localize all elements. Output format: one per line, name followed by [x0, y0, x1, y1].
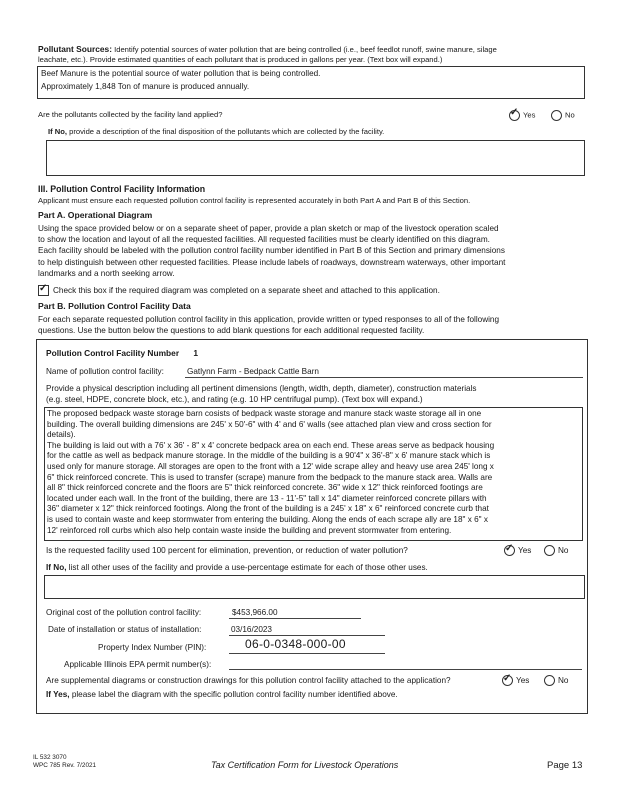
land-applied-yes-label: Yes	[523, 110, 536, 120]
other-uses-field[interactable]	[44, 575, 585, 599]
land-applied-no-label: No	[565, 110, 575, 120]
supp-no-label: No	[558, 676, 569, 685]
description-line: The proposed bedpack waste storage barn cosists of bedpack waste storage and manure stack waste storage all in one	[47, 409, 482, 418]
if-yes-text: please label the diagram with the specific pollution control facility number identified above.	[71, 690, 398, 699]
footer-form-id: IL 532 3070	[33, 754, 67, 761]
land-applied-disposition-value	[47, 141, 584, 145]
percent-no-label: No	[558, 546, 569, 555]
percent-question: Is the requested facility used 100 percent for elimination, prevention, or reduction of water pollution?	[46, 546, 408, 555]
pollutant-answer-line1: Beef Manure is the potential source of water pollution that is being controlled.	[41, 69, 321, 78]
facility-number-value: 1	[193, 348, 199, 358]
land-applied-if-no-text: provide a description of the final disposition of the pollutants which are collected by the facility.	[69, 127, 385, 136]
description-line: all 8" thick reinforced concrete and the floors are 5" thick reinforced concrete. 36" wide x 12" thick reinforced footings are	[47, 483, 483, 493]
partA-title: Part A. Operational Diagram	[38, 210, 153, 220]
description-line: details).	[47, 430, 76, 440]
install-value[interactable]: 03/16/2023	[231, 625, 272, 634]
description-line: The building is laid out with a 76' x 36' - 8" x 4' concrete bedpack area on each end. These areas serve as bedpack housing	[47, 440, 495, 450]
pin-underline	[229, 653, 385, 654]
partB-line2: questions. Use the button below the questions to add blank questions for each additional requested facility.	[38, 326, 425, 336]
pollutant-answer-field[interactable]	[37, 66, 585, 99]
cost-underline	[229, 618, 361, 619]
facility-name-underline	[185, 377, 583, 378]
separate-diagram-checkbox-row[interactable]	[38, 285, 440, 296]
percent-yes-option[interactable]	[504, 545, 531, 556]
partA-line2: to show the location and layout of all the requested facilities. All requested facilities must be clearly identified on this diagram.	[38, 235, 490, 245]
physical-description-line2: (e.g. steel, HDPE, concrete block, etc.), and rating (e.g. 10 HP centrifugal pump). (Text box will expand.)	[46, 395, 423, 404]
facility-number-label: Pollution Control Facility Number	[46, 348, 180, 358]
cost-value[interactable]: $453,966.00	[232, 608, 278, 617]
other-uses-value	[45, 576, 584, 580]
description-line: building. The overall building dimensions are 245' x 50'-6" with 4' and 6' walls (see attached plan view and cross section for	[47, 419, 492, 429]
description-line: used only for manure storage. All storages are open to the front with a 12' wide scrape alley and heavy use area 245' long x	[47, 461, 494, 471]
percent-no-option[interactable]	[544, 545, 568, 556]
separate-diagram-checkbox[interactable]	[38, 285, 49, 296]
partB-title: Part B. Pollution Control Facility Data	[38, 301, 191, 311]
partB-line1: For each separate requested pollution control facility in this application, provide written or typed responses to all of the following	[38, 315, 500, 324]
supp-no-radio[interactable]	[544, 675, 555, 686]
pollutant-instruction-line2: leachate, etc.). Provide estimated quantities of each pollutant that is produced in gallons per year. (Text box will expand.)	[38, 55, 443, 64]
other-uses-if-no-label: If No,	[46, 563, 67, 572]
other-uses-text: list all other uses of the facility and provide a use-percentage estimate for each of those other uses.	[68, 563, 428, 572]
supp-no-option[interactable]	[544, 675, 568, 686]
land-applied-no-option[interactable]	[551, 110, 575, 121]
description-line: 36" diameter x 12" thick reinforced footings. Along the front of the building is a 245' x 18" x 6" reinforced concrete curb that	[47, 504, 489, 514]
other-uses-instruction	[46, 562, 428, 573]
land-applied-if-no-label: If No,	[48, 127, 67, 136]
partA-line3: Each facility should be labeled with the pollution control facility number identified in Part B of this Section and primary dimensions	[38, 246, 505, 256]
section3-subtitle: Applicant must ensure each requested pollution control facility is represented accurately in both Part A and Part B of this Section.	[38, 196, 471, 205]
description-line: 12' reinforced roll curbs which also help contain waste inside the building and prevent stormwater from entering.	[47, 525, 452, 535]
install-label: Date of installation or status of installation:	[48, 625, 202, 634]
facility-name-label: Name of pollution control facility:	[46, 367, 164, 376]
cost-label: Original cost of the pollution control facility:	[46, 608, 202, 617]
permit-underline	[229, 669, 582, 670]
section3-title: III. Pollution Control Facility Information	[38, 184, 206, 194]
percent-yes-radio[interactable]	[504, 545, 515, 556]
pollutant-instruction-line1: Identify potential sources of water pollution that are being controlled (i.e., beef feedlot runoff, swine manure, silage	[114, 45, 497, 54]
land-applied-yes-option[interactable]	[509, 110, 535, 121]
land-applied-yes-radio[interactable]	[509, 110, 520, 121]
facility-name-value[interactable]: Gatlynn Farm - Bedpack Cattle Barn	[187, 367, 319, 376]
land-applied-if-no	[48, 127, 384, 138]
pollutant-answer-line2: Approximately 1,848 Ton of manure is produced annually.	[41, 81, 250, 91]
pin-label: Property Index Number (PIN):	[98, 643, 207, 652]
description-line: 6" thick reinforced concrete. This is used to transfer (scrape) manure from the bedpack to the manure stack area. Walls are	[47, 472, 493, 482]
pin-value[interactable]: 06-0-0348-000-00	[245, 637, 346, 651]
supp-yes-radio[interactable]	[502, 675, 513, 686]
separate-diagram-label: Check this box if the required diagram was completed on a separate sheet and attached to this application.	[53, 286, 440, 295]
partA-line5: landmarks and a north seeking arrow.	[38, 268, 175, 278]
if-yes-instruction	[46, 689, 398, 700]
partA-line1: Using the space provided below or on a separate sheet of paper, provide a plan sketch or map of the livestock operation scaled	[38, 224, 499, 233]
footer-page-number: Page 13	[547, 760, 583, 771]
description-line: located under each wall. In the front of the building, there are 13 - 11'-5" tall x 14" diameter reinforced concrete pillars with	[47, 493, 487, 503]
land-applied-question: Are the pollutants collected by the facility land applied?	[38, 110, 223, 119]
physical-description-line1: Provide a physical description including all pertinent dimensions (length, width, depth, diameter), construction materials	[46, 384, 477, 393]
partB-instructions	[38, 314, 590, 336]
percent-yes-label: Yes	[518, 546, 532, 555]
percent-no-radio[interactable]	[544, 545, 555, 556]
footer-form-title: Tax Certification Form for Livestock Operations	[211, 760, 399, 770]
partA-instructions	[38, 223, 588, 279]
supp-yes-option[interactable]	[502, 675, 529, 686]
supp-question: Are supplemental diagrams or construction drawings for this pollution control facility attached to the application?	[46, 676, 451, 685]
permit-label: Applicable Illinois EPA permit number(s):	[64, 660, 212, 669]
description-line: is used to contain waste and keep stormwater from entering the building. Along the ends of each scrape ally are 18" x 6" x	[47, 514, 488, 524]
partA-line4: to help distinguish between other requested facilities. Please include labels of roadways, downstream waterways, other important	[38, 257, 506, 267]
land-applied-disposition-field[interactable]	[46, 140, 585, 176]
physical-description-text	[47, 409, 580, 536]
physical-description-field[interactable]	[44, 407, 583, 541]
if-yes-label: If Yes,	[46, 690, 70, 699]
footer-revision: WPC 785 Rev. 7/2021	[33, 762, 97, 769]
supp-yes-label: Yes	[516, 676, 530, 685]
pollutant-instructions	[38, 44, 583, 56]
land-applied-no-radio[interactable]	[551, 110, 562, 121]
description-line: for the cattle as well as bedpack manure storage. In the middle of the building is a 90'4" x 36'-8" x 6' manure stack which is	[47, 451, 491, 461]
pollutant-heading: Pollutant Sources:	[38, 44, 112, 54]
facility-number-row	[46, 348, 198, 359]
